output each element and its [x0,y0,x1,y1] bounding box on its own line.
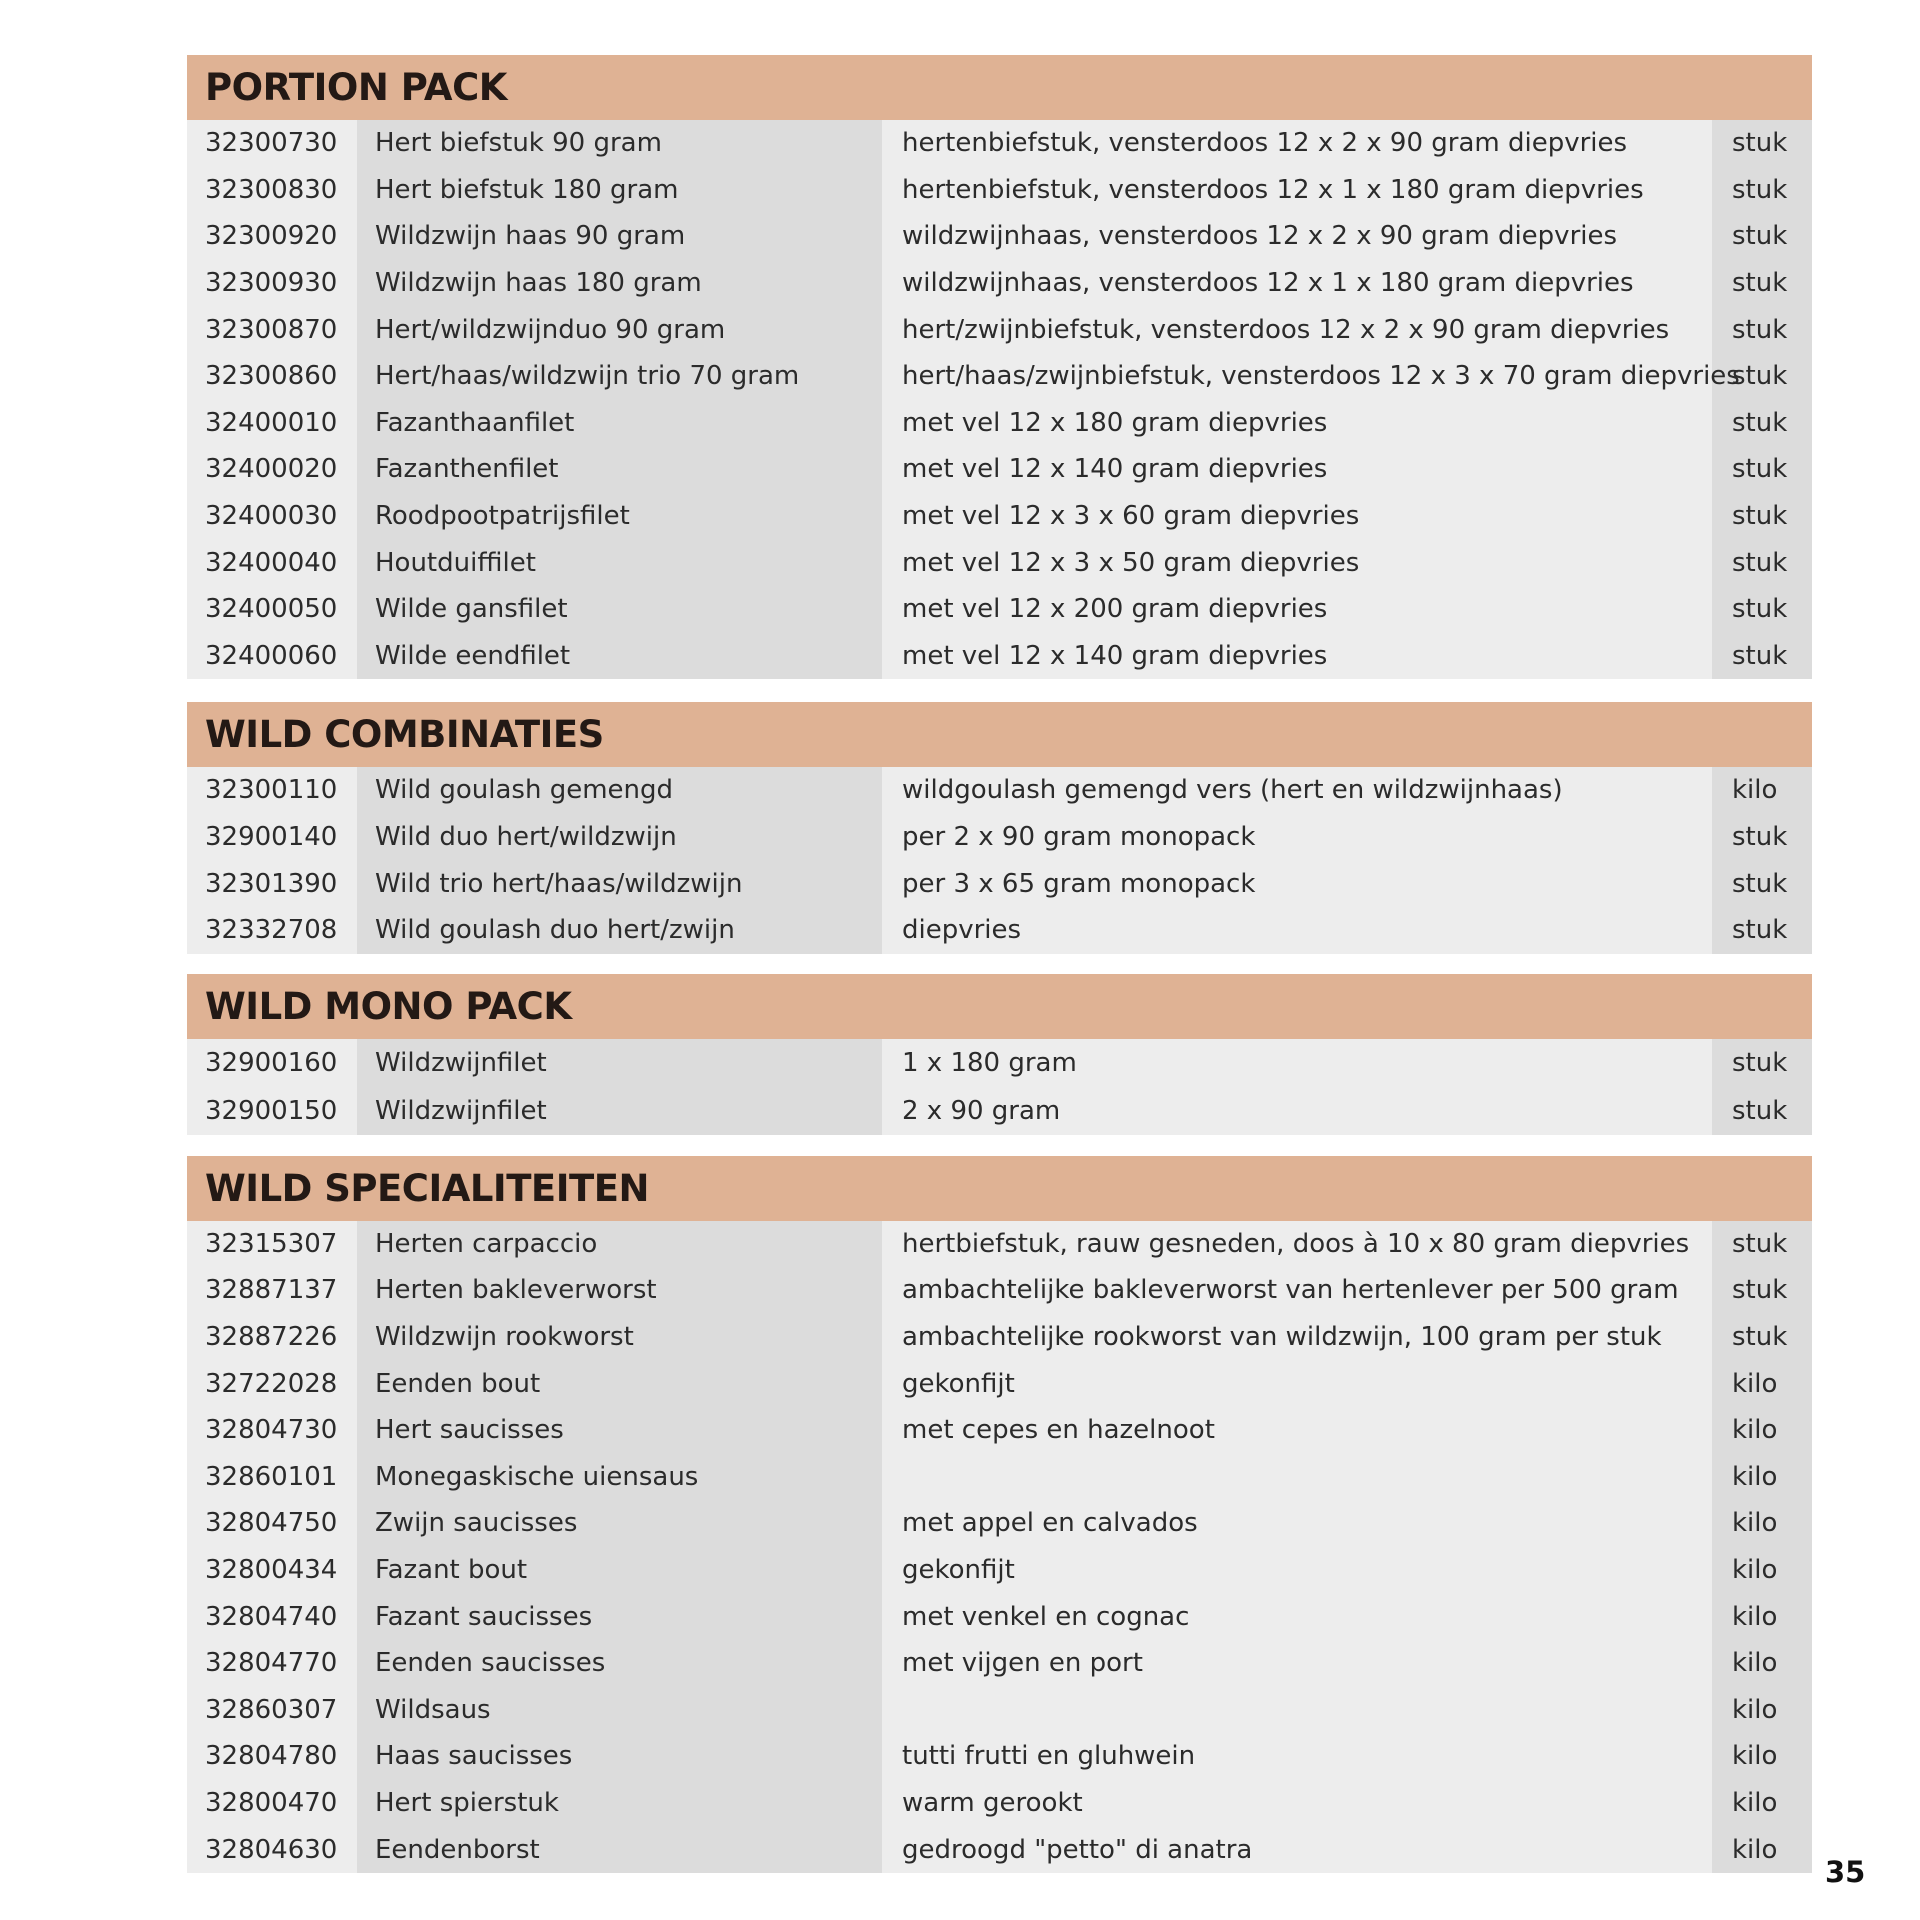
unit-label: kilo [1732,1508,1778,1539]
product-description: wildzwijnhaas, vensterdoos 12 x 2 x 90 gram diepvries [902,221,1618,252]
unit-label: stuk [1732,1228,1788,1259]
unit-label: stuk [1732,454,1788,485]
table-row [187,814,1812,861]
product-description: warm gerookt [902,1787,1083,1818]
unit-label: kilo [1732,1554,1778,1585]
product-description: met appel en calvados [902,1508,1198,1539]
unit-label: kilo [1732,1834,1778,1865]
product-description: met vel 12 x 3 x 50 gram diepvries [902,547,1360,578]
article-code: 32400010 [205,407,338,438]
table-row [187,306,1812,353]
product-name: Hert spierstuk [375,1787,559,1818]
section-header [187,55,1812,120]
article-code: 32887226 [205,1321,338,1352]
table-row [187,539,1812,586]
unit-label: kilo [1732,1415,1778,1446]
product-description: wildzwijnhaas, vensterdoos 12 x 1 x 180 gram diepvries [902,268,1634,299]
unit-label: stuk [1732,501,1788,532]
unit-label: stuk [1732,594,1788,625]
product-description: hert/haas/zwijnbiefstuk, vensterdoos 12 x 3 x 70 gram diepvries [902,361,1740,392]
section-title: WILD SPECIALITEITEN [205,1166,649,1210]
section-wild-mono-pack [187,974,1812,1135]
product-name: Eenden bout [375,1368,541,1399]
article-code: 32400060 [205,640,338,671]
article-code: 32800434 [205,1554,338,1585]
article-code: 32804740 [205,1601,338,1632]
product-name: Wild goulash gemengd [375,775,673,806]
table-row [187,633,1812,680]
article-code: 32400050 [205,594,338,625]
section-title: WILD COMBINATIES [205,713,604,757]
product-name: Fazant saucisses [375,1601,593,1632]
product-description: ambachtelijke bakleverworst van hertenlever per 500 gram [902,1275,1679,1306]
product-table [187,1039,1812,1135]
article-code: 32804780 [205,1741,338,1772]
table-row [187,1780,1812,1827]
table-row [187,400,1812,447]
product-name: Wildzwijnfilet [375,1047,547,1078]
product-description: gekonfijt [902,1554,1015,1585]
table-row [187,120,1812,167]
article-code: 32804630 [205,1834,338,1865]
product-description: met vel 12 x 180 gram diepvries [902,407,1328,438]
unit-label: kilo [1732,1694,1778,1725]
product-table [187,767,1812,953]
table-row [187,1826,1812,1873]
article-code: 32800470 [205,1787,338,1818]
table-row [187,1221,1812,1268]
unit-label: stuk [1732,361,1788,392]
article-code: 32900140 [205,822,338,853]
article-code: 32300860 [205,361,338,392]
product-name: Wilde gansfilet [375,594,568,625]
product-name: Wild duo hert/wildzwijn [375,822,677,853]
product-name: Hert saucisses [375,1415,564,1446]
unit-label: kilo [1732,1368,1778,1399]
unit-label: stuk [1732,868,1788,899]
unit-label: stuk [1732,915,1788,946]
product-name: Roodpootpatrijsfilet [375,501,630,532]
table-row [187,493,1812,540]
table-row [187,907,1812,954]
product-description: 2 x 90 gram [902,1095,1061,1126]
unit-label: kilo [1732,775,1778,806]
article-code: 32860101 [205,1461,338,1492]
table-row [187,1267,1812,1314]
section-wild-combinaties [187,702,1812,953]
unit-label: kilo [1732,1741,1778,1772]
unit-label: stuk [1732,174,1788,205]
price-list-page [187,55,1812,1873]
product-name: Haas saucisses [375,1741,573,1772]
product-name: Houtduiffilet [375,547,536,578]
product-name: Hert/haas/wildzwijn trio 70 gram [375,361,800,392]
product-description: per 3 x 65 gram monopack [902,868,1256,899]
table-row [187,1547,1812,1594]
article-code: 32300930 [205,268,338,299]
article-code: 32804770 [205,1648,338,1679]
table-row [187,1593,1812,1640]
product-name: Wild trio hert/haas/wildzwijn [375,868,743,899]
article-code: 32315307 [205,1228,338,1259]
product-name: Eenden saucisses [375,1648,606,1679]
unit-label: kilo [1732,1601,1778,1632]
unit-label: stuk [1732,221,1788,252]
unit-label: stuk [1732,822,1788,853]
product-name: Monegaskische uiensaus [375,1461,699,1492]
table-row [187,586,1812,633]
product-description: hert/zwijnbiefstuk, vensterdoos 12 x 2 x 90 gram diepvries [902,314,1670,345]
unit-label: stuk [1732,640,1788,671]
unit-label: kilo [1732,1648,1778,1679]
product-description: met vel 12 x 200 gram diepvries [902,594,1328,625]
unit-label: kilo [1732,1461,1778,1492]
section-header [187,702,1812,767]
table-row [187,1500,1812,1547]
product-name: Eendenborst [375,1834,540,1865]
product-name: Fazanthenfilet [375,454,559,485]
product-description: gedroogd "petto" di anatra [902,1834,1253,1865]
table-row [187,1640,1812,1687]
product-description: met vijgen en port [902,1648,1143,1679]
article-code: 32887137 [205,1275,338,1306]
page-number: 35 [1825,1855,1866,1889]
table-row [187,1360,1812,1407]
product-name: Hert biefstuk 180 gram [375,174,679,205]
product-name: Wildzwijn rookworst [375,1321,634,1352]
article-code: 32722028 [205,1368,338,1399]
article-code: 32300110 [205,775,338,806]
product-name: Herten carpaccio [375,1228,598,1259]
table-row [187,446,1812,493]
table-row [187,1314,1812,1361]
product-name: Zwijn saucisses [375,1508,578,1539]
unit-label: stuk [1732,547,1788,578]
article-code: 32300870 [205,314,338,345]
table-row [187,167,1812,214]
product-table [187,120,1812,679]
unit-label: stuk [1732,1275,1788,1306]
product-name: Wildzwijn haas 180 gram [375,268,702,299]
product-description: wildgoulash gemengd vers (hert en wildzwijnhaas) [902,775,1563,806]
product-description: met vel 12 x 140 gram diepvries [902,454,1328,485]
section-title: PORTION PACK [205,66,507,109]
table-row [187,1686,1812,1733]
product-name: Hert/wildzwijnduo 90 gram [375,314,726,345]
article-code: 32400030 [205,501,338,532]
product-name: Fazanthaanfilet [375,407,575,438]
product-description: ambachtelijke rookworst van wildzwijn, 100 gram per stuk [902,1321,1662,1352]
article-code: 32400020 [205,454,338,485]
article-code: 32300920 [205,221,338,252]
table-row [187,260,1812,307]
article-code: 32400040 [205,547,338,578]
product-description: hertbiefstuk, rauw gesneden, doos à 10 x 80 gram diepvries [902,1228,1690,1259]
table-row [187,213,1812,260]
unit-label: stuk [1732,268,1788,299]
unit-label: stuk [1732,1321,1788,1352]
article-code: 32300730 [205,128,338,159]
product-description: 1 x 180 gram [902,1047,1077,1078]
table-row [187,767,1812,814]
unit-label: stuk [1732,1047,1788,1078]
product-table [187,1221,1812,1873]
product-name: Hert biefstuk 90 gram [375,128,662,159]
product-description: met vel 12 x 3 x 60 gram diepvries [902,501,1360,532]
article-code: 32300830 [205,174,338,205]
product-description: hertenbiefstuk, vensterdoos 12 x 1 x 180 gram diepvries [902,174,1644,205]
product-description: gekonfijt [902,1368,1015,1399]
product-name: Herten bakleverworst [375,1275,657,1306]
article-code: 32900160 [205,1047,338,1078]
product-name: Wilde eendfilet [375,640,571,671]
product-name: Wildzwijnfilet [375,1095,547,1126]
section-portion-pack [187,55,1812,679]
article-code: 32301390 [205,868,338,899]
unit-label: stuk [1732,1095,1788,1126]
product-name: Wildsaus [375,1694,491,1725]
table-row [187,353,1812,400]
section-header [187,1156,1812,1221]
section-header [187,974,1812,1039]
product-description: per 2 x 90 gram monopack [902,822,1256,853]
product-description: met cepes en hazelnoot [902,1415,1215,1446]
section-title: WILD MONO PACK [205,984,572,1028]
unit-label: stuk [1732,407,1788,438]
product-description: tutti frutti en gluhwein [902,1741,1196,1772]
product-name: Wild goulash duo hert/zwijn [375,915,735,946]
table-row [187,1453,1812,1500]
product-description: met vel 12 x 140 gram diepvries [902,640,1328,671]
product-description: diepvries [902,915,1022,946]
table-row [187,860,1812,907]
section-wild-specialiteiten [187,1156,1812,1873]
article-code: 32332708 [205,915,338,946]
product-name: Wildzwijn haas 90 gram [375,221,686,252]
product-description: hertenbiefstuk, vensterdoos 12 x 2 x 90 gram diepvries [902,128,1628,159]
product-name: Fazant bout [375,1554,528,1585]
product-description: met venkel en cognac [902,1601,1190,1632]
article-code: 32804750 [205,1508,338,1539]
table-row [187,1407,1812,1454]
article-code: 32900150 [205,1095,338,1126]
unit-label: stuk [1732,128,1788,159]
table-row [187,1087,1812,1135]
article-code: 32804730 [205,1415,338,1446]
unit-label: stuk [1732,314,1788,345]
article-code: 32860307 [205,1694,338,1725]
unit-label: kilo [1732,1787,1778,1818]
table-row [187,1039,1812,1087]
table-row [187,1733,1812,1780]
